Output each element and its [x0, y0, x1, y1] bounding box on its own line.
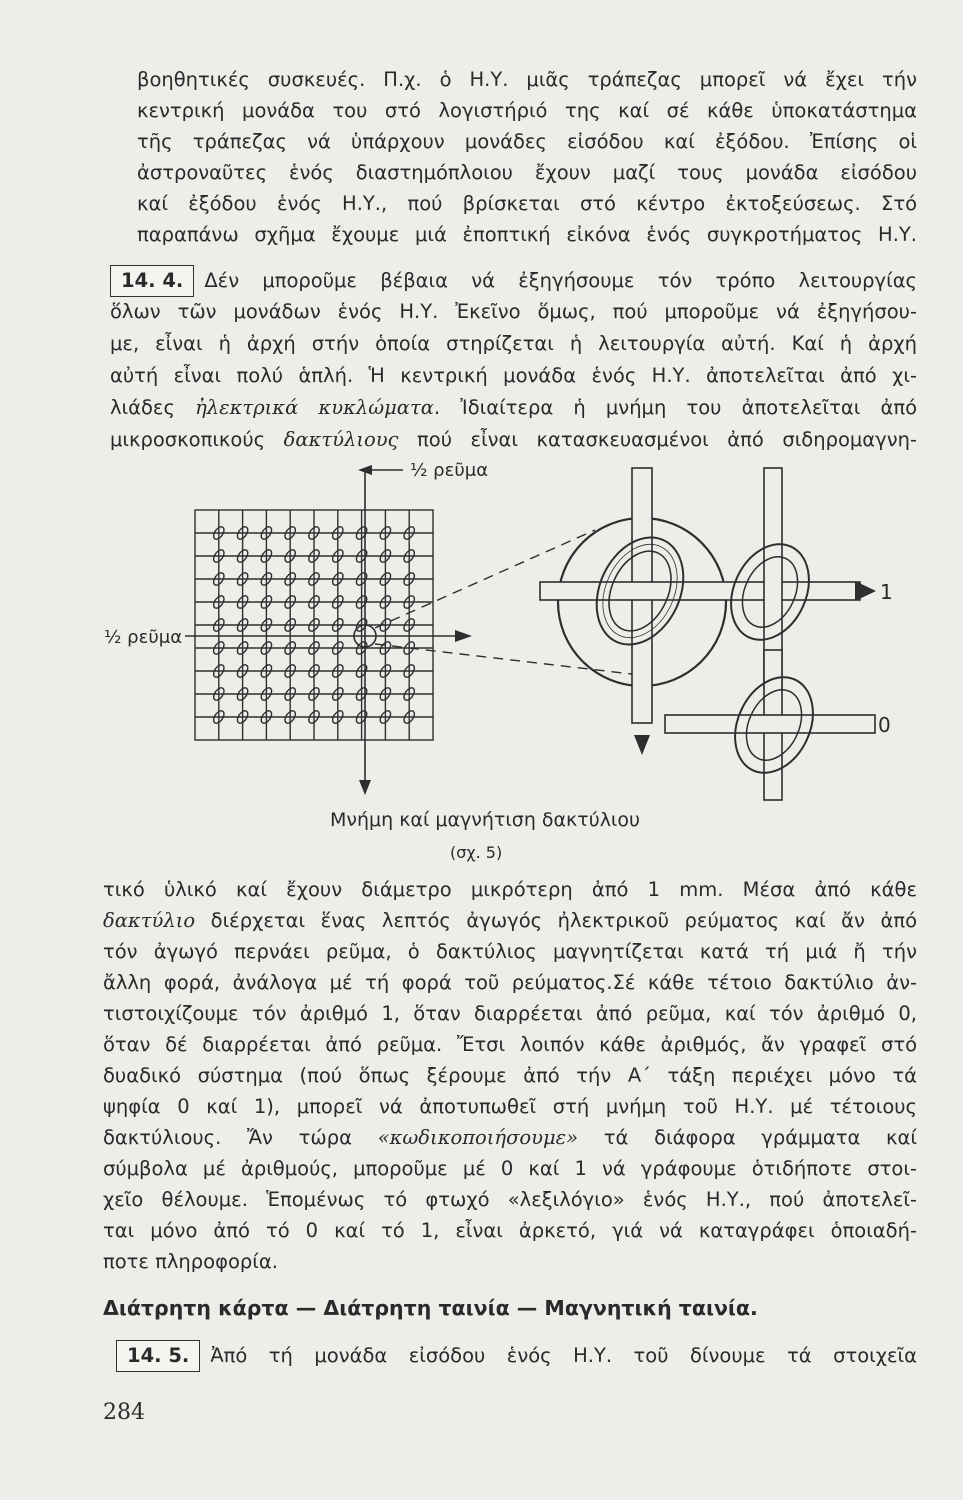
text-span: τά διάφορα γράμματα καί	[578, 1126, 917, 1149]
section-number-box: 14. 5.	[116, 1340, 200, 1372]
figure-number: (σχ. 5)	[450, 843, 503, 862]
italic-term: «κωδικοποιήσουμε»	[377, 1126, 579, 1149]
arrow-down-icon	[359, 780, 371, 795]
text-line: παραπάνω σχῆμα ἔχουμε μιά ἐποπτική εἰκόνα ἑνός συγκροτήματος Η.Υ.	[137, 223, 917, 246]
text-line: ὅλων τῶν μονάδων ἑνός Η.Υ. Ἐκεῖνο ὅμως, πού μποροῦμε νά ἐξηγήσου-	[110, 300, 917, 323]
core-memory-figure	[0, 450, 963, 870]
text-span: μικροσκοπικούς	[110, 428, 266, 451]
italic-term: ἠλεκτρικά κυκλώματα	[195, 396, 434, 419]
text-line: βοηθητικές συσκευές. Π.χ. ὁ Η.Υ. μιᾶς τράπεζας μπορεῖ νά ἔχει τήν	[137, 68, 917, 91]
text-line: Ἀπό τή μονάδα εἰσόδου ἑνός Η.Υ. τοῦ δίνουμε τά στοιχεῖα	[210, 1344, 917, 1367]
text-line: Δέν μποροῦμε βέβαια νά ἐξηγήσουμε τόν τρόπο λειτουργίας	[204, 269, 917, 292]
text-line: τιστοιχίζουμε τόν ἀριθμό 1, ὅταν διαρρέεται ἀπό ρεῦμα, καί τόν ἀριθμό 0,	[103, 1002, 917, 1025]
text-span: λιάδες	[110, 396, 175, 419]
section-number-box: 14. 4.	[110, 265, 194, 297]
text-line: ποτε πληροφορία.	[103, 1250, 278, 1273]
section-14-5-first-line	[116, 1340, 917, 1372]
arrow-right-icon	[855, 581, 876, 601]
text-line: τόν ἀγωγό περνάει ρεῦμα, ὁ δακτύλιος μαγνητίζεται κατά τή μιά ἤ τήν	[103, 940, 917, 963]
horizontal-wire-0	[665, 715, 875, 733]
core-grid	[195, 510, 433, 740]
italic-term: δακτύλιο	[103, 909, 196, 932]
horizontal-wire-1	[540, 582, 860, 600]
text-span: διέρχεται ἕνας λεπτός ἀγωγός ἠλεκτρικοῦ ρεύματος καί ἄν ἀπό	[195, 909, 917, 932]
arrow-down-icon	[634, 735, 650, 755]
figure-caption: Μνήμη καί μαγνήτιση δακτύλιου	[330, 809, 640, 831]
italic-term: δακτύλιους	[283, 428, 399, 451]
bit-zero-label: 0	[878, 713, 891, 737]
text-line: ται μόνο ἀπό τό 0 καί τό 1, εἶναι ἀρκετό, γιά νά καταγράφει ὁποιαδή-	[103, 1219, 917, 1242]
text-line	[103, 907, 917, 935]
page-number: 284	[103, 1400, 145, 1425]
text-line: ἄλλη φορά, ἀνάλογα μέ τή φορά τοῦ ρεύματος.Σέ κάθε τέτοιο δακτύλιο ἀν-	[103, 971, 917, 994]
arrow-right-icon	[455, 630, 472, 642]
text-line: δυαδικό σύστημα (πού ὅπως ξέρουμε ἀπό τήν Α΄ τάξη περιέχει μόνο τά	[103, 1064, 917, 1087]
text-line: ἀστροναῦτες ἑνός διαστημόπλοιου ἔχουν μαζί τους μονάδα εἰσόδου	[137, 161, 917, 184]
text-line: καί ἐξόδου ἑνός Η.Υ., πού βρίσκεται στό κέντρο ἐκτοξεύσεως. Στό	[137, 192, 917, 215]
text-line: ὅταν δέ διαρρέεται ἀπό ρεῦμα. Ἔτσι λοιπόν κάθε ἀριθμός, ἄν γραφεῖ στό	[103, 1033, 917, 1056]
text-span: πού εἶναι κατασκευασμένοι ἀπό σιδηρομαγνη-	[417, 428, 917, 451]
text-line: τῆς τράπεζας νά ὑπάρχουν μονάδες εἰσόδου καί ἐξόδου. Ἐπίσης οἱ	[137, 130, 917, 153]
text-line	[110, 394, 917, 422]
text-span: δακτύλιους. Ἄν τώρα	[103, 1126, 378, 1149]
section-heading: Διάτρητη κάρτα — Διάτρητη ταινία — Μαγνητική ταινία.	[103, 1296, 758, 1320]
text-line: τικό ὑλικό καί ἔχουν διάμετρο μικρότερη ἀπό 1 mm. Μέσα ἀπό κάθε	[103, 878, 917, 901]
left-current-label: ½ ρεῦμα	[104, 627, 183, 648]
text-line: σύμβολα μέ ἀριθμούς, μποροῦμε μέ 0 καί 1 νά γράφουμε ὁτιδήποτε στοι-	[103, 1157, 917, 1180]
section-14-4-first-line	[110, 265, 917, 297]
text-line: με, εἶναι ἡ ἀρχή στήν ὁποία στηρίζεται ἡ λειτουργία αὐτή. Καί ἡ ἀρχή	[110, 332, 917, 355]
text-line: αὐτή εἶναι πολύ ἁπλή. Ἡ κεντρική μονάδα ἑνός Η.Υ. ἀποτελεῖται ἀπό χι-	[110, 364, 917, 387]
text-span: . Ἰδιαίτερα ἡ μνήμη του ἀποτελεῖται ἀπό	[433, 396, 917, 419]
text-line	[103, 1124, 917, 1152]
text-line: κεντρική μονάδα του στό λογιστήριό της καί σέ κάθε ὑποκατάστημα	[137, 99, 917, 122]
top-current-label: ½ ρεῦμα	[410, 460, 489, 481]
text-line: χεῖο θέλουμε. Ἑπομένως τό φτωχό «λεξιλόγιο» ἑνός Η.Υ., πού ἀποτελεῖ-	[103, 1188, 917, 1211]
bit-one-label: 1	[880, 580, 893, 604]
text-line: ψηφία 0 καί 1), μπορεῖ νά ἀποτυπωθεῖ στή μνήμη τοῦ Η.Υ. μέ τέτοιους	[103, 1095, 917, 1118]
